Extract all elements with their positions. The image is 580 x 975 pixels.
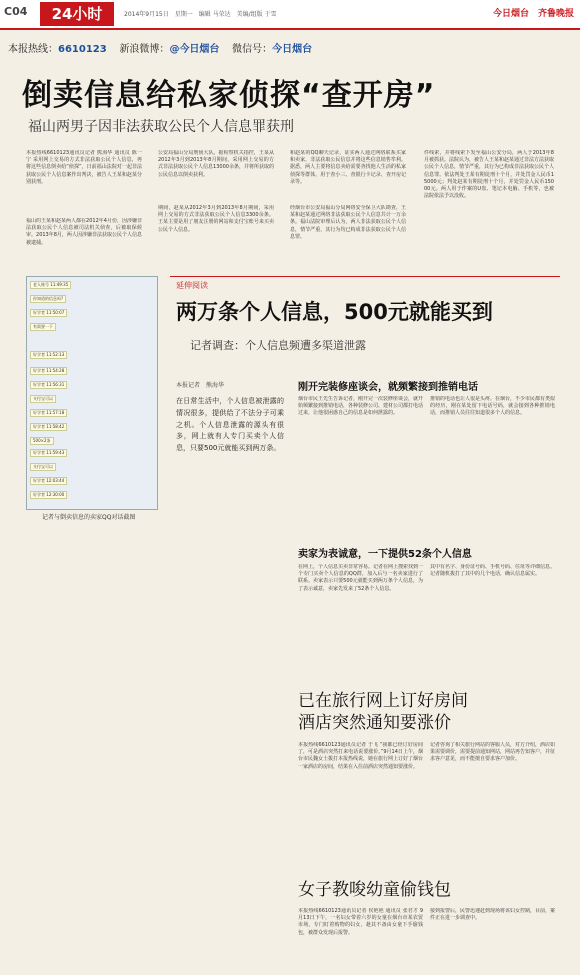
weibo-handle: @今日烟台 (169, 44, 220, 55)
page-number: C04 (4, 5, 28, 18)
section-2-heading: 卖家为表诚意，一下提供52条个人信息 (298, 549, 472, 560)
chat-line: 500×2条 (30, 437, 54, 445)
section-4-col-2: 接到报警后，民警迅速赶到现场将该妇女控制，目前，案件正在进一步调查中。 (430, 908, 555, 922)
main-article-col-4: 件线索，并将线索下发至福山公安分局，两人于2013年8月被抓获。法院认为，被告人王某和赵某通过非法方法获取公民个人信息，情节严重，其行为已构成非法获取公民个人信息罪。依法判处王某有期徒刑十个月，并处罚金人民币15000元；判处赵某有期徒刑十个月，并处罚金人民币15000元。两人用于作案的U盘、笔记本电脑、手机等，也被法院依法予以没收。 (424, 150, 554, 200)
feature-intro: 在日常生活中，个人信息被泄露的情况很多，提供给了不法分子可乘之机。个人信息泄露的源头有很多，网上就有人专门买卖个人信息，只要500元就能买到两万条。 (176, 397, 284, 453)
section-4-col-1: 本报热线6610123通讯员记者 侯艳艳 通讯员 张君才 9月13日下午，一名妇女带着六岁的女童在烟台市某农贸市场，专门盯着购物的妇女，趁其不备由女童下手偷钱包，被群众发现后报警。 (298, 908, 423, 936)
main-article-col-2a: 公安局福山分局刑侦大队。据检察机关指控，王某从2012年3月到2013年8月期间，采用网上交易的方式非法获取公民个人信息13000余条，并将所获取的公民信息以倒卖获利。 (158, 150, 274, 178)
section-1-col-1: 烟台市民王先生告诉记者，刚开完一次装修座谈会，就开始频繁接到推销电话，各种装修公司、建材公司都打电话过来，让他很困惑自己的信息是如何泄露的。 (298, 396, 423, 417)
section-3-col-2: 记者咨询了相关旅行网站的客服人员，对方介绍，酒店如果需要调价，需要提前通知网站，网站再告知客户，并征求客户意见，而不能擅自要求客户加价。 (430, 742, 555, 763)
main-article-col-1b: 福山的王某和赵某两人都在2012年4月份，因涉嫌非法获取公民个人信息被司法机关侦查，后被取保候审。2013年8月，两人因涉嫌非法获取公民个人信息被逮捕。 (26, 218, 142, 246)
chat-line: 好学者 11:56:31 (30, 381, 67, 389)
qq-chat-screenshot (26, 276, 158, 510)
weibo-label: 新浪微博： (119, 44, 170, 55)
main-article-col-1a: 本报热线6610123通讯员记者 熊海华 通讯员 陈一宁 采用网上交易的方式非法获取公民个人信息，再将这些信息倒卖给“侦探”，日前福山法院对一起非法获取公民个人信息案作出判决，被告人王某和赵某分别获刑。 (26, 150, 142, 185)
wechat-label: 微信号： (232, 44, 273, 55)
section-3-heading: 已在旅行网上订好房间 酒店突然通知要涨价 (298, 691, 468, 733)
hotline-number: 6610123 (58, 44, 107, 55)
photo-caption: 记者与倒卖信息的卖家QQ对话截图 (42, 514, 136, 521)
section-4-heading: 女子教唆幼童偷钱包 (298, 880, 451, 900)
chat-line: 好学者 11:50:07 (30, 309, 67, 317)
chat-line: 好学者 11:59:43 (30, 449, 67, 457)
chat-line: 好学者 11:57:18 (30, 409, 67, 417)
main-headline: 倒卖信息给私家侦探“查开房” (22, 78, 436, 113)
hotline-bar (8, 40, 312, 55)
chat-line: 好学者 12:30:00 (30, 491, 67, 499)
chat-line: 支付宝可以 (30, 395, 56, 403)
hotline-label: 本报热线： (8, 44, 58, 55)
dateline: 2014年9月15日 星期一 编辑 马荣达 美编/组版 于雪 (124, 11, 277, 18)
chat-line: 好学者 11:52:13 (30, 351, 67, 359)
feature-byline: 本报记者 熊海华 (176, 382, 225, 389)
section-3-col-1: 本报热线6610123通讯员记者 于飞 “我都已经订好房间了，可是酒店突然打来电话说要涨价。”9月14日上午，烟台市民魏女士拨打本报热线说，她在旅行网上订好了烟台一家酒店的房间，结果在入住前酒店突然通知要涨价。 (298, 742, 423, 770)
main-article-col-2b: 期间，赵某从2012年3月到2013年8月期间，采用网上交易的方式非法获取公民个人信息3300余条。王某主要是用了朋友注册的网站和支付宝账号来买卖公民个人信息。 (158, 205, 274, 233)
chat-line: 好学者 12:03:44 (30, 477, 67, 485)
main-article-col-3a: 和赵某的QQ聊天记录，证实两人通过网络联系买家和卖家，非法获取公民信息并将这些信息销售牟利。据悉，两人主要将信息卖给需要查找他人生活的私家侦探等群体，用于查小三、查银行卡记录、查开房记录等。 (290, 150, 406, 185)
section-tag: 24小时 (40, 2, 114, 26)
feature-banner: 延伸阅读 (176, 281, 208, 290)
newspaper-brand: 今日烟台 齐鲁晚报 (492, 9, 574, 19)
section-1-col-2: 推销的电话也让人很是头疼。在烟台，不少市民都有类似的经历，刚在某处留下电话号码，就会接到各种推销电话，而推销人员往往知道很多个人的信息。 (430, 396, 555, 417)
feature-subheadline: 记者调查：个人信息频遭多渠道泄露 (190, 339, 366, 352)
feature-divider (170, 276, 560, 291)
chat-line: 有需要一下 (30, 323, 56, 331)
main-subheadline: 福山两男子因非法获取公民个人信息罪获刑 (28, 119, 294, 135)
wechat-id: 今日烟台 (272, 44, 313, 55)
masthead-divider (0, 28, 580, 30)
chat-line: 你知道的信息吗? (30, 295, 66, 303)
chat-line: 好学者 11:58:42 (30, 423, 67, 431)
main-article-col-3b: 经烟台市公安局福山分局网络安全保卫大队勘查，王某和赵某通过网络非法获取公民个人信息共计一万余条。福山法院审理后认为，两人非法获取公民个人信息，情节严重，其行为均已构成非法获取公民个人信息罪。 (290, 205, 406, 240)
feature-headline: 两万条个人信息，500元就能买到 (176, 300, 493, 324)
chat-line: 好学者 11:54:28 (30, 367, 67, 375)
chat-line: 老人账号 11:49:35 (30, 281, 71, 289)
section-2-col-1: 在网上，个人信息买卖非常容易。记者在网上搜索找到一个专门买卖个人信息的QQ群，加入后与一名卖家进行了联系。卖家表示只要500元就能买到两万条个人信息，为了表示诚意，卖家先发来了52条个人信息。 (298, 564, 423, 592)
chat-line: 支付宝可以 (30, 463, 56, 471)
section-2-col-2: 其中有名字、身份证号码、手机号码、住址等详细信息。记者随机拨打了其中的几个电话，确认信息属实。 (430, 564, 555, 578)
section-1-heading: 刚开完装修座谈会，就频繁接到推销电话 (298, 382, 478, 393)
